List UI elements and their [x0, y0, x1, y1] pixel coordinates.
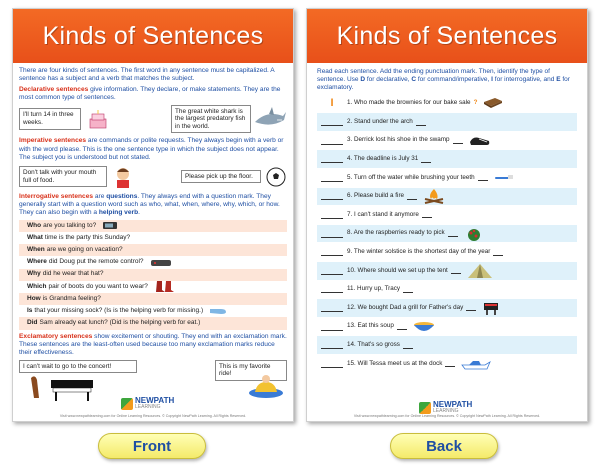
punctuation-blank[interactable] [416, 119, 426, 126]
question-list [19, 220, 287, 330]
bumper-car-icon [247, 372, 285, 400]
list-item: Did Sam already eat lunch? (Did is the helping verb for eat.) [19, 317, 287, 329]
list-item: Who are you talking to? [19, 220, 287, 232]
answer-blank[interactable] [321, 323, 343, 331]
exercise-row[interactable]: 6. Please build a fire [317, 188, 577, 207]
exclamatory-text: show excitement or shouting. They end with an exclamation mark. These sentences are the least-often used because too many exclamation marks reduce their effectiveness. [19, 332, 287, 357]
front-card [12, 8, 294, 422]
back-card [306, 8, 588, 422]
punctuation-blank[interactable] [403, 342, 413, 349]
boy-eating-icon [111, 165, 135, 189]
exercise-row[interactable]: 4. The deadline is July 31 [317, 150, 577, 169]
exercise-list [317, 95, 577, 374]
example-answer: I [330, 97, 334, 110]
exercise-row[interactable]: 9. The winter solstice is the shortest day of the year [317, 243, 577, 262]
declarative-example-2: The great white shark is the largest predatory fish in the world. [171, 105, 251, 134]
exercise-row[interactable]: 8. Are the raspberries ready to pick [317, 225, 577, 244]
exclamatory-example-1: I can't wait to go to the concert! [19, 360, 137, 374]
punctuation-blank[interactable] [422, 211, 432, 218]
punctuation-blank[interactable] [397, 323, 407, 330]
soccer-ball-icon [265, 166, 287, 188]
interrogative-term: Interrogative sentences [19, 192, 94, 200]
answer-blank[interactable] [321, 155, 343, 163]
answer-blank[interactable] [321, 341, 343, 349]
front-footnote: Visit www.newpathlearning.com for Online Learning Resources. © Copyright NewPath Learning. All Rights Reserved. [59, 414, 247, 418]
punctuation-blank[interactable] [451, 267, 461, 274]
list-item: When are we going on vacation? [19, 244, 287, 256]
punctuation-blank[interactable] [407, 193, 417, 200]
example-mark: ? [473, 99, 478, 107]
declarative-paragraph [19, 86, 287, 103]
helping-verb-word: helping verb [98, 209, 139, 217]
punctuation-blank[interactable] [493, 249, 503, 256]
list-item: Why did he wear that hat? [19, 269, 287, 281]
exercise-row[interactable]: 10. Where should we set up the tent [317, 262, 577, 281]
exclamatory-paragraph [19, 333, 287, 358]
intro-text: There are four kinds of sentences. The first word in any sentence must be capitalized. A sentence has a subject and a verb that matches the subject. [19, 67, 275, 83]
declarative-term: Declarative sentences [19, 85, 89, 93]
imperative-examples [19, 165, 287, 189]
front-title: Kinds of Sentences [42, 21, 264, 50]
front-logo: NEWPATH LEARNING [121, 397, 174, 411]
punctuation-blank[interactable] [466, 304, 476, 311]
front-tab-label: Front [132, 437, 172, 455]
interrogative-paragraph: Interrogative sentences are questions. They always end with a question mark. They generally start with a question word such as who, what, when, where, why, which, or how. They can also begin with a helping verb. [19, 192, 280, 217]
list-item: Where did Doug put the remote control? [19, 256, 287, 268]
piano-and-violin-icon [27, 372, 97, 402]
newpath-logo-icon [419, 402, 431, 414]
shark-icon [253, 106, 287, 132]
answer-blank[interactable] [321, 174, 343, 182]
answer-blank[interactable] [321, 230, 343, 238]
back-tab-button[interactable] [390, 433, 498, 459]
declarative-examples [19, 105, 287, 134]
sock-icon [209, 307, 227, 315]
front-tab-button[interactable] [98, 433, 206, 459]
campfire-icon [423, 188, 445, 204]
imperative-example-1: Don't talk with your mouth full of food. [19, 166, 107, 187]
boots-icon [154, 281, 176, 293]
imperative-text: are commands or polite requests. They always begin with a verb or with the word please. This is the one sentence type in which the subject does not appear. The subject you is understood but not stated. [19, 137, 284, 162]
list-item: Is that your missing sock? (Is is the helping verb for missing.) [19, 305, 287, 317]
questions-word: questions [106, 192, 138, 200]
answer-blank[interactable] [321, 248, 343, 256]
birthday-cake-icon [87, 108, 109, 130]
speedboat-icon [461, 358, 491, 370]
list-item: Which pair of boots do you want to wear? [19, 281, 287, 293]
answer-blank[interactable] [321, 211, 343, 219]
punctuation-blank[interactable] [403, 286, 413, 293]
back-logo: NEWPATH LEARNING [419, 401, 472, 415]
exercise-row[interactable]: 3. Derrick lost his shoe in the swamp [317, 132, 577, 151]
toothbrush-icon [494, 174, 514, 182]
imperative-term: Imperative sentences [19, 137, 87, 145]
imperative-example-2: Please pick up the floor. [181, 170, 261, 184]
back-instructions: Read each sentence. Add the ending punctuation mark. Then, identify the type of sentence. Use D for declarative, C for command/imperative, I for interrogative, and E for exclamatory. [317, 68, 570, 92]
punctuation-blank[interactable] [478, 174, 488, 181]
exclamatory-example-2: This is my favorite ride! [215, 360, 287, 381]
exercise-row[interactable]: 11. Hurry up, Tracy [317, 281, 577, 300]
exercise-row[interactable]: 14. That's so gross [317, 336, 577, 355]
raspberry-bush-icon [464, 226, 484, 242]
back-tab-label: Back [426, 437, 462, 455]
brownies-icon [483, 97, 503, 109]
front-title-bar [13, 9, 293, 63]
cleat-shoe-icon [469, 135, 491, 147]
answer-blank[interactable] [321, 304, 343, 312]
declarative-example-1: I'll turn 14 in three weeks. [19, 108, 81, 129]
back-title-bar [307, 9, 587, 63]
answer-blank[interactable] [321, 192, 343, 200]
imperative-paragraph [19, 137, 287, 162]
list-item: How is Grandma feeling? [19, 293, 287, 305]
exercise-row[interactable]: 5. Turn off the water while brushing your teeth [317, 169, 577, 188]
punctuation-blank[interactable] [421, 156, 431, 163]
declarative-text: give information. They declare, or make statements. They are the most common type of sentences. [19, 85, 281, 102]
punctuation-blank[interactable] [445, 360, 455, 367]
back-title: Kinds of Sentences [336, 21, 558, 50]
exercise-row: I 1. Who made the brownies for our bake sale ? [317, 95, 577, 114]
answer-blank[interactable] [321, 137, 343, 145]
punctuation-blank[interactable] [448, 230, 458, 237]
newpath-logo-icon [121, 398, 133, 410]
exercise-row[interactable]: 15. Will Tessa meet us at the dock [317, 355, 577, 374]
cell-phone-icon [102, 221, 118, 230]
exercise-row[interactable]: 2. Stand under the arch [317, 113, 577, 132]
answer-blank[interactable] [321, 118, 343, 126]
soup-bowl-icon [413, 321, 435, 333]
exercise-row[interactable]: 13. Eat this soup [317, 318, 577, 337]
punctuation-blank[interactable] [453, 137, 463, 144]
answer-blank[interactable] [321, 285, 343, 293]
back-body [307, 63, 587, 374]
back-footnote: Visit www.newpathlearning.com for Online Learning Resources. © Copyright NewPath Learning. All Rights Reserved. [353, 414, 541, 418]
grill-icon [482, 300, 500, 316]
front-body [13, 63, 293, 404]
answer-blank[interactable] [321, 360, 343, 368]
exclamatory-term: Exclamatory sentences [19, 332, 93, 340]
list-item: What time is the party this Sunday? [27, 233, 131, 241]
exercise-row[interactable]: 12. We bought Dad a grill for Father's day [317, 299, 577, 318]
tent-icon [467, 263, 493, 279]
remote-control-icon [150, 259, 172, 267]
exercise-row[interactable]: 7. I can't stand it anymore [317, 206, 577, 225]
answer-blank[interactable] [321, 267, 343, 275]
